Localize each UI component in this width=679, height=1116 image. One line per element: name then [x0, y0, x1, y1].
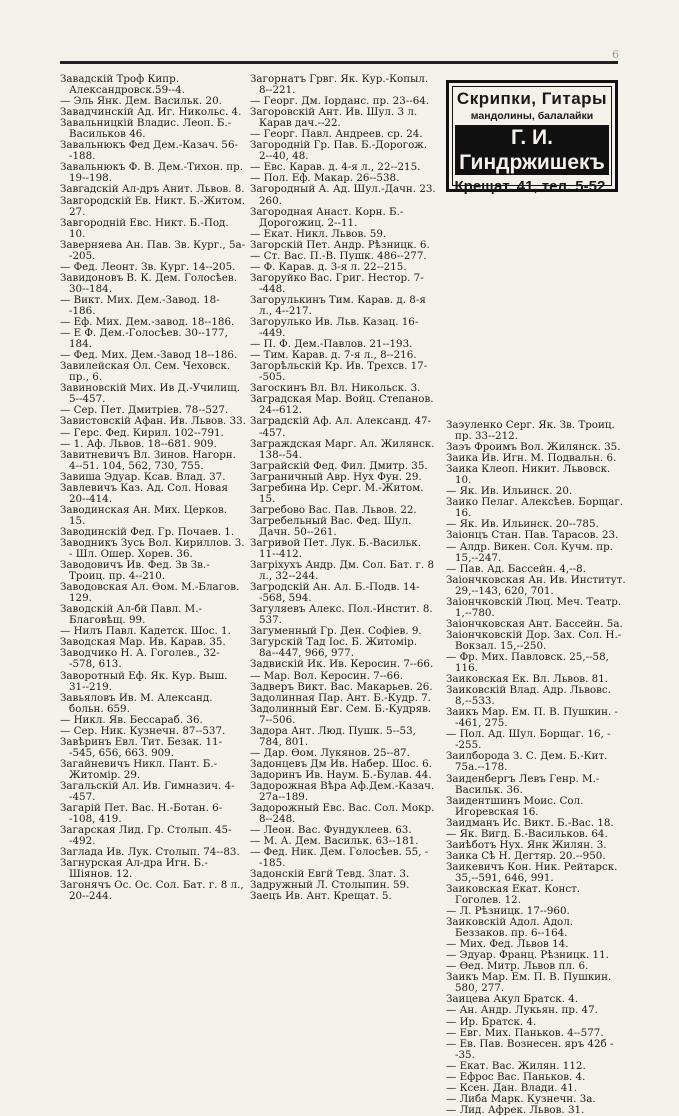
directory-entry: Завистовскій Афан. Ив. Львов. 33.	[60, 415, 246, 428]
ad-address: Крещат. 41, тел. 5-52.	[454, 178, 610, 195]
ad-subline: мандолины, балалайки	[470, 110, 594, 122]
directory-entry: Заика Клеоп. Никит. Львовск. 10.	[446, 463, 611, 487]
directory-entry: Заводинскій Фед. Гр. Почаев. 1.	[60, 525, 235, 538]
directory-entry: Заводинская Ан. Мих. Церков. 15.	[60, 503, 228, 527]
directory-entry: Загальскій Ал. Ив. Гимназич. 4--457.	[60, 780, 235, 804]
directory-entry: Заиковскій Влад. Адр. Львовс. 8,--533.	[446, 684, 611, 708]
directory-entry: Заіончковскій Дор. Зах. Сол. Н.-Вокзал. 15,--250.	[446, 628, 622, 652]
directory-entry: Завилейская Ол. Сем. Чеховск. пр., 6.	[60, 360, 231, 384]
directory-entry: Заидманъ Ис. Викт. Б.-Вас. 18.	[446, 816, 614, 829]
directory-entry: Заграйскій Фед. Фил. Дмитр. 35.	[250, 459, 428, 472]
directory-entry: Заэъ Фроимъ Вол. Жилянск. 35.	[446, 441, 621, 454]
directory-entry: Загорѣльскій Кр. Ив. Трехсв. 17--505.	[250, 360, 428, 384]
directory-entry: — Ир. Братск. 4.	[446, 1015, 537, 1028]
directory-entry: — Мар. Вол. Керосин. 7--66.	[250, 669, 404, 682]
directory-entry: Завѣринъ Евл. Тит. Безак. 11--545, 656, 663. 909.	[60, 735, 223, 759]
directory-entry: Заіончковская Ан. Ив. Институт. 29,--143, 620, 701.	[446, 573, 626, 597]
directory-entry: Заика Ив. Игн. М. Подвальн. 6.	[446, 452, 617, 465]
directory-entry: — Герс. Фед. Кирил. 102--791.	[60, 426, 224, 439]
directory-entry: — Пав. Ад. Бассейн. 4,--8.	[446, 562, 586, 575]
directory-entry: — Леон. Вас. Фундуклеев. 63.	[250, 824, 412, 837]
directory-entry: Заводовская Ал. Өом. М.-Благов. 129.	[60, 581, 240, 605]
directory-entry: Загребина Ир. Серг. М.-Житом. 15.	[250, 481, 424, 505]
directory-entry: — Мих. Фед. Львов 14.	[446, 938, 569, 951]
directory-entry: Завьяловъ Ив. М. Александ. больн. 659.	[60, 691, 213, 715]
directory-entry: — Еф. Мих. Дем.-завод. 18--186.	[60, 316, 235, 329]
directory-entry: Загродскій Ан. Ал. Б.-Подв. 14--568, 594.	[250, 581, 420, 605]
directory-entry: Заицева Акул Братск. 4.	[446, 993, 579, 1006]
directory-entry: — Георг. Дм. Іорданс. пр. 23--64.	[250, 95, 430, 108]
directory-entry: — Эль Янк. Дем. Васильк. 20.	[60, 95, 222, 108]
directory-column-1	[60, 74, 246, 903]
directory-entry: — Як. Вигд. Б.-Васильков. 64.	[446, 827, 608, 840]
directory-entry: — Ф. Карав. д. 3-я л. 22--215.	[250, 260, 407, 273]
directory-entry: Заводскій Ал-бй Павл. М.-Благовѣщ. 99.	[60, 603, 202, 627]
directory-entry: Загріхухъ Андр. Дм. Сол. Бат. г. 8 л., 32--244.	[250, 559, 435, 583]
directory-entry: Заводовичъ Ив. Фед. Зв Зв.-Троиц. пр. 4--210.	[60, 559, 210, 583]
directory-column-2	[250, 74, 436, 903]
directory-entry: — Як. Ив. Ильинск. 20--785.	[446, 518, 599, 531]
directory-entry: — Никл. Яв. Бессараб. 36.	[60, 713, 203, 726]
header-rule	[60, 61, 618, 64]
directory-entry: — Фр. Мих. Павловск. 25,--58, 116.	[446, 650, 609, 675]
ad-merchant-name: Г. И. Гиндржишекъ	[455, 125, 609, 175]
directory-entry: Завиша Эдуар. Ксав. Влад. 37.	[60, 470, 226, 483]
directory-entry: — Як. Ив. Ильинск. 20.	[446, 485, 573, 498]
directory-entry: — Екат. Никл. Львов. 59.	[250, 227, 387, 240]
directory-entry: — Евг. Мих. Паньков. 4--577.	[446, 1026, 604, 1039]
directory-entry: — Дар. Өом. Лукянов. 25--87.	[250, 746, 410, 759]
directory-entry: Загорнатъ Грвг. Як. Кур.-Копыл. 8--221.	[250, 73, 429, 97]
directory-entry: Загуменный Гр. Ден. Софіев. 9.	[250, 625, 422, 638]
directory-entry: Заградскій Аф. Ал. Александ. 47--457.	[250, 415, 432, 439]
directory-entry: Заграждская Марг. Ал. Жилянск. 138--54.	[250, 437, 435, 461]
directory-entry: Задвискій Ик. Ив. Керосин. 7--66.	[250, 658, 434, 671]
directory-entry: — Фед. Ник. Дем. Голосѣев. 55, --185.	[250, 846, 429, 870]
directory-entry: Заверняева Ан. Пав. Зв. Кург., 5а--205.	[60, 238, 246, 262]
directory-entry: Заіонцъ Стан. Пав. Тарасов. 23.	[446, 529, 619, 542]
directory-entry: — Пол. Еф. Макар. 26--538.	[250, 172, 400, 185]
directory-entry: — Викт. Мих. Дем.-Завод. 18--186.	[60, 293, 220, 317]
directory-entry: Завальницкій Владис. Леоп. Б.-Васильков 46.	[60, 117, 232, 141]
directory-entry: Задорожный Евс. Вас. Сол. Мокр. 8--248.	[250, 802, 435, 826]
directory-entry: Загнурская Ал-дра Игн. Б.-Шіянов. 12.	[60, 857, 208, 881]
directory-entry: Загривой Пет. Лук. Б.-Васильк. 11--412.	[250, 536, 421, 561]
directory-entry: Загорскій Пет. Андр. Рѣзницк. 6.	[250, 238, 430, 251]
directory-entry: Заводская Мар. Ив. Карав. 35.	[60, 636, 226, 649]
directory-entry: Задолинная Пар. Ант. Б.-Кудр. 7.	[250, 691, 431, 704]
directory-entry: Завитневичъ Вл. Зинов. Нагорн. 4--51. 104, 562, 730, 755.	[60, 448, 236, 472]
directory-entry: — 1. Аф. Львов. 18--681. 909.	[60, 437, 217, 450]
directory-entry: Задонцевъ Дм Ив. Набер. Шос. 6.	[250, 757, 432, 770]
directory-column-3	[446, 420, 626, 1116]
directory-entry: Заводникъ Зусь Вол. Кириллов. 3. - Шл. Ошер. Хорев. 36.	[60, 536, 245, 561]
directory-entry: Загоскинъ Вл. Вл. Никольск. 3.	[250, 382, 421, 395]
directory-entry: Загоруйко Вас. Григ. Нестор. 7--448.	[250, 271, 424, 295]
directory-entry: Загребельный Вас. Фед. Шул. Дачн. 50--261.	[250, 514, 412, 538]
directory-entry: Завальнюкъ Ф. В. Дем.-Тихон. пр. 19--198.	[60, 161, 244, 185]
directory-entry: — Ксен. Дан. Влади. 41.	[446, 1081, 578, 1094]
directory-entry: Загородный А. Ад. Шул.-Дачн. 23. 260.	[250, 183, 436, 207]
directory-entry: Заграничный Авр. Нух Фун. 29.	[250, 470, 422, 483]
directory-entry: — Екат. Вас. Жилян. 112.	[446, 1059, 586, 1072]
directory-entry: Заикъ Мар. Ем. П. В. Пушкин. --461, 275.	[446, 706, 619, 730]
directory-entry: Загонячъ Ос. Ос. Сол. Бат. г. 8 л., 20--244.	[60, 879, 244, 903]
directory-entry: Заэуленко Серг. Як. Зв. Троиц. пр. 33--212.	[446, 419, 615, 443]
directory-entry: — Е Ф. Дем.-Голосѣев. 30--177, 184.	[60, 327, 228, 351]
directory-entry: — Нилъ Павл. Кадетск. Шос. 1.	[60, 625, 231, 638]
directory-entry: — Георг. Павл. Андреев. ср. 24.	[250, 128, 423, 141]
directory-entry: Заико Пелаг. Алексѣев. Борщаг. 16.	[446, 496, 624, 520]
directory-entry: — Ан. Андр. Лукьян. пр. 47.	[446, 1004, 598, 1017]
directory-entry: — Л. Рѣзницк. 17--960.	[446, 905, 570, 918]
directory-entry: — М. А. Дем. Васильк. 63--181.	[250, 835, 419, 848]
directory-entry: — Өед. Митр. Львов пл. 6.	[446, 960, 589, 973]
page-corner-mark: 6	[612, 48, 619, 61]
directory-entry: — Тим. Карав. д. 7-я л., 8--216.	[250, 349, 417, 362]
directory-entry: Загородній Гр. Пав. Б.-Дорогож. 2--40, 48.	[250, 139, 428, 163]
directory-entry: Задружный Л. Столыпин. 59.	[250, 879, 410, 892]
directory-entry: Заецъ Ив. Ант. Крещат. 5.	[250, 890, 392, 903]
directory-entry: Загорулько Ив. Льв. Казац. 16--449.	[250, 316, 419, 340]
directory-entry: Завгородскій Ев. Никт. Б.-Житом. 27.	[60, 194, 246, 218]
directory-entry: Задора Ант. Люд. Пушк. 5--53, 784, 801.	[250, 724, 416, 748]
directory-entry: — Сер. Пет. Дмитріев. 78--527.	[60, 404, 229, 417]
directory-entry: Завадскій Троф Кипр. Александровск.59--4.	[60, 73, 185, 97]
directory-entry: Заиковская Ек. Вл. Львов. 81.	[446, 673, 609, 686]
directory-entry: Заворотный Еф. Як. Кур. Выш. 31--219.	[60, 669, 228, 693]
directory-entry: — Сер. Ник. Кузнечн. 87--537.	[60, 724, 226, 737]
directory-entry: — Лид. Афрек. Львов. 31.	[446, 1103, 585, 1116]
directory-entry: Заиковскій Адол. Адол. Беззаков. пр. 6--164.	[446, 916, 574, 940]
directory-entry: Задолинный Евг. Сем. Б.-Кудряв. 7--506.	[250, 702, 432, 726]
directory-entry: Заводчико Н. А. Гоголев., 32--578, 613.	[60, 647, 220, 671]
directory-entry: Заглада Ив. Лук. Столып. 74--83.	[60, 846, 240, 859]
directory-entry: Заика Сѣ Н. Дегтяр. 20.--950.	[446, 849, 606, 862]
directory-entry: Загуляевъ Алекс. Пол.-Инстит. 8. 537.	[250, 603, 433, 627]
directory-entry: — Евс. Карав. д. 4-я л., 22--215.	[250, 161, 421, 174]
directory-entry: Задонскій Евгй Тевд. Злат. 3.	[250, 868, 410, 881]
directory-entry: Заіончковская Ант. Бассейн. 5а.	[446, 617, 623, 630]
directory-entry: Загайневичъ Никл. Пант. Б.-Житомір. 29.	[60, 757, 218, 781]
directory-entry: Завгородній Евс. Никт. Б.-Под. 10.	[60, 216, 229, 240]
directory-entry: Заградская Мар. Войц. Степанов. 24--612.	[250, 393, 434, 417]
directory-entry: Загарій Пет. Вас. Н.-Ботан. 6--108, 419.	[60, 802, 223, 826]
directory-entry: Загурскій Тад Іос. Б. Житомір. 8а--447, 966, 977.	[250, 636, 418, 660]
advertisement-frame	[452, 86, 612, 195]
directory-entry: Завлевичъ Каз. Ад. Сол. Новая 20--414.	[60, 481, 229, 505]
directory-entry: Заиденбергъ Левъ Генр. М.-Васильк. 36.	[446, 772, 600, 796]
directory-entry: — Фед. Леонт. Зв. Кург. 14--205.	[60, 260, 236, 273]
ad-headline: Скрипки, Гитары	[456, 89, 608, 108]
directory-entry: Завгадскій Ал-дръ Анит. Львов. 8.	[60, 183, 245, 196]
directory-entry: Завадчинскій Ад. Иг. Никольс. 4.	[60, 106, 242, 119]
directory-entry: Заіончковскій Люц. Меч. Театр. 1,--780.	[446, 595, 622, 619]
directory-entry: — Эдуар. Франц. Рѣзницк. 11.	[446, 949, 609, 962]
directory-entry: Завальнюкъ Фед Дем.-Казач. 56--188.	[60, 139, 239, 163]
directory-entry: Заидентшинъ Моис. Сол. Игоревская 16.	[446, 794, 584, 818]
directory-entry: Задоринъ Ив. Наум. Б.-Булав. 44.	[250, 768, 432, 781]
directory-entry: Загребово Вас. Пав. Львов. 22.	[250, 503, 417, 516]
directory-entry: — Ст. Вас. П.-В. Пушк. 486--277.	[250, 249, 427, 262]
directory-entry: Заикевичъ Кон. Ник. Рейтарск. 35,--591, 646, 991.	[446, 860, 618, 884]
directory-entry: — Алдр. Викен. Сол. Кучм. пр. 15,--247.	[446, 540, 614, 564]
directory-entry: Задверъ Викт. Вас. Макарьев. 26.	[250, 680, 433, 693]
directory-entry: Загородная Анаст. Корн. Б.-Дорогожиц. 2--11.	[250, 205, 404, 229]
directory-entry: Заиковская Екат. Конст. Гоголев. 12.	[446, 882, 581, 907]
directory-entry: Загорулькинъ Тим. Карав. д. 8-я л., 4--217.	[250, 293, 426, 317]
advertisement-box	[446, 80, 618, 195]
directory-entry: Заикъ Мар. Ем. П. В. Пушкин. 580, 277.	[446, 971, 612, 995]
directory-entry: Заилборода З. С. Дем. Б.-Кит. 75а.--178.	[446, 750, 608, 774]
directory-entry: — П. Ф. Дем.-Павлов. 21--193.	[250, 338, 413, 351]
directory-entry: Заиѣботъ Нух. Янк Жилян. 3.	[446, 838, 607, 851]
directory-entry: Задорожная Вѣра Аф.Дем.-Казач. 27а--189.	[250, 780, 435, 804]
directory-entry: Загоровскій Ант. Ив. Шул. 3 л. Карав дач.--22.	[250, 106, 418, 130]
directory-entry: — Ев. Пав. Вознесен. яръ 42б --35.	[446, 1037, 614, 1061]
directory-entry: Завиновскій Мих. Ив Д.-Училищ. 5--457.	[60, 382, 240, 406]
directory-entry: — Либа Марк. Кузнечн. 3а.	[446, 1092, 596, 1105]
directory-entry: — Ефрос Вас. Паньков. 4.	[446, 1070, 586, 1083]
directory-entry: — Пол. Ад. Шул. Борщаг. 16, --255.	[446, 728, 611, 752]
directory-entry: Завидоновъ В. К. Дем. Голосѣев. 30--184.	[60, 271, 237, 295]
directory-entry: — Фед. Мих. Дем.-Завод 18--186.	[60, 349, 238, 362]
directory-entry: Загарская Лид. Гр. Столып. 45--492.	[60, 824, 232, 848]
